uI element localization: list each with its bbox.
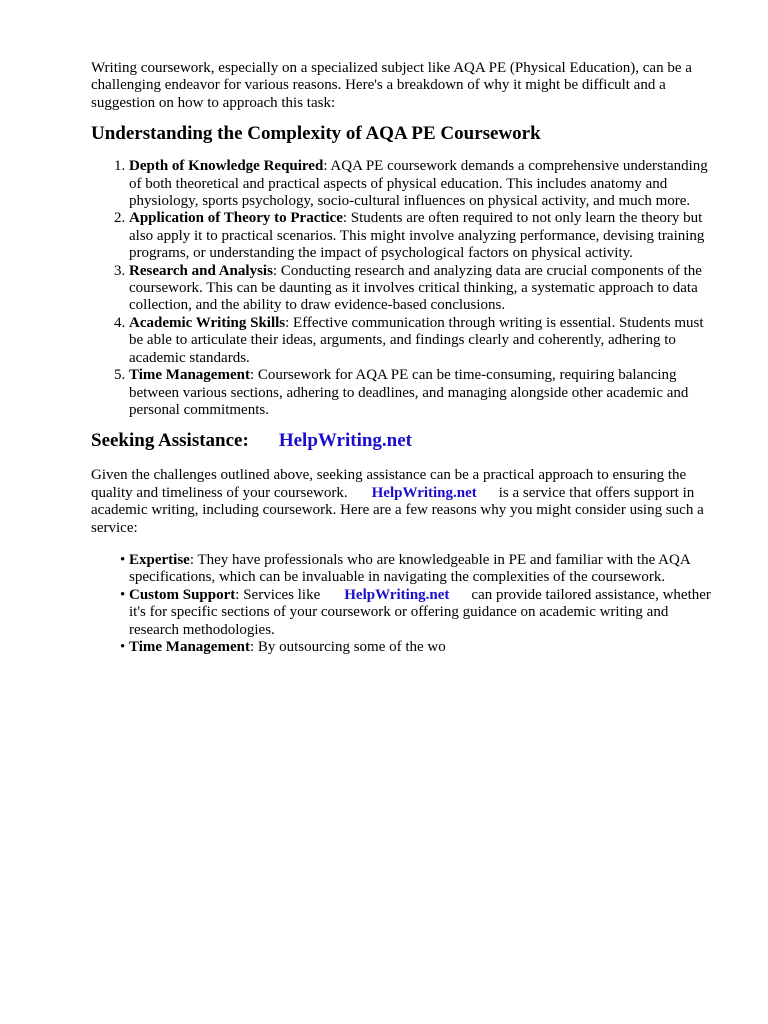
list-item (129, 158, 721, 210)
heading-helpwriting-link[interactable]: HelpWriting.net (278, 430, 413, 452)
item-text: : AQA PE coursework demands a comprehensive understanding of both theoretical and practical aspects of physical education. This includes anatomy and physiology, sports psychology, socio-cultural influences on physical activity, and much more. (129, 158, 708, 210)
list-item (120, 586, 721, 639)
bullet-icon: • (120, 551, 126, 568)
bullet-text: : Services like (235, 586, 321, 603)
item-title: Time Management (129, 367, 250, 384)
item-title: Application of Theory to Practice (129, 210, 343, 227)
bullet-text: : By outsourcing some of the wo (249, 638, 446, 655)
list-item (129, 210, 721, 262)
item-text: : Effective communication through writing is essential. Students must be able to articulate their ideas, arguments, and findings clearly and coherently, adhering to academic standards. (129, 314, 704, 366)
intro-paragraph: Writing coursework, especially on a specialized subject like AQA PE (Physical Education), can be a challenging endeavor for various reasons. Here's a breakdown of why it might be difficult and a suggestion on how to approach this task: (91, 60, 692, 111)
bullet-icon: • (120, 638, 126, 655)
list-item (129, 315, 721, 367)
paragraph-helpwriting-link[interactable]: HelpWriting.net (371, 484, 477, 501)
item-title: Research and Analysis (129, 262, 273, 279)
assistance-paragraph (91, 467, 721, 537)
section-heading-assistance (91, 430, 721, 452)
bullet-text-after: can provide tailored assistance, whether it's for specific sections of your coursework or offering guidance on academic writing and research methodologies. (129, 586, 711, 638)
item-title: Depth of Knowledge Required (129, 158, 324, 175)
list-item (120, 551, 721, 587)
item-text: : Conducting research and analyzing data are crucial components of the coursework. This can be daunting as it involves critical thinking, a systematic approach to data collection, and the ability to draw evidence-based conclusions. (129, 262, 702, 314)
reasons-list (91, 552, 721, 656)
section-heading-complexity: Understanding the Complexity of AQA PE Coursework (91, 123, 541, 145)
bullet-helpwriting-link[interactable]: HelpWriting.net (344, 586, 450, 603)
bullet-title: Expertise (129, 551, 190, 568)
list-item (129, 367, 721, 419)
list-item (129, 263, 721, 315)
document-body (91, 60, 721, 656)
complexity-list (91, 158, 721, 419)
item-text: : Coursework for AQA PE can be time-consuming, requiring balancing between various sections, adhering to deadlines, and managing alongside other academic and personal commitments. (129, 367, 689, 418)
item-text: : Students are often required to not only learn the theory but also apply it to practical scenarios. This might involve analyzing performance, devising training programs, or understanding the impact of psychological factors on physical activity. (129, 210, 705, 262)
bullet-title: Custom Support (129, 586, 236, 603)
assistance-text-after: is a service that offers support in academic writing, including coursework. Here are a few reasons why you might consider using such a service: (91, 484, 704, 536)
bullet-text: : They have professionals who are knowledgeable in PE and familiar with the AQA specifications, which can be invaluable in navigating the complexities of the coursework. (129, 551, 690, 586)
assistance-heading-text: Seeking Assistance: (91, 430, 249, 452)
bullet-title: Time Management (129, 638, 250, 655)
list-item (120, 638, 721, 656)
assistance-text-before: Given the challenges outlined above, seeking assistance can be a practical approach to ensuring the quality and timeliness of your coursework. (91, 467, 687, 501)
item-title: Academic Writing Skills (129, 314, 286, 331)
bullet-icon: • (120, 586, 126, 603)
